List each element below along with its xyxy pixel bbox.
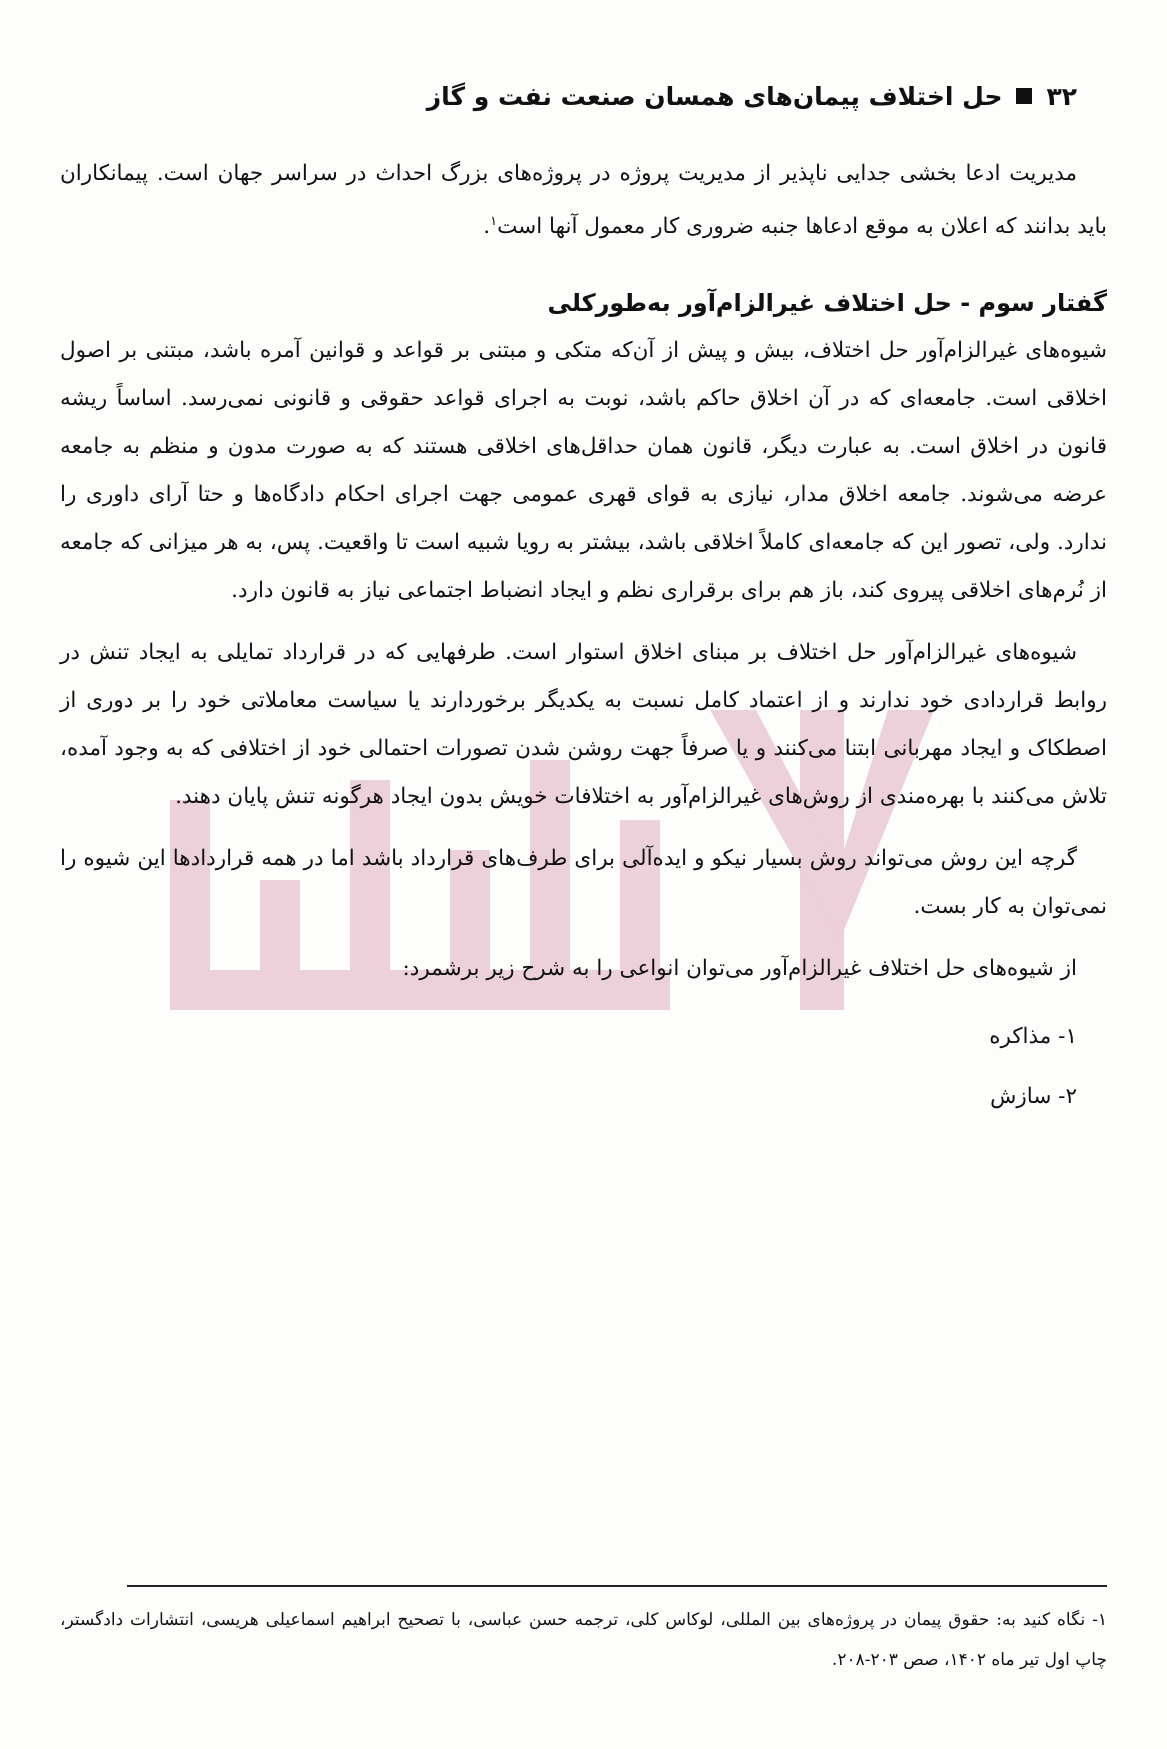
footnote-divider bbox=[127, 1585, 1107, 1587]
running-title: حل اختلاف پیمان‌های همسان صنعت نفت و گاز bbox=[426, 81, 1003, 111]
methods-list bbox=[60, 1007, 1077, 1127]
page-number: ۳۲ bbox=[1046, 81, 1077, 111]
footnote: ۱- نگاه کنید به: حقوق پیمان در پروژه‌های بین المللی، لوکاس کلی، ترجمه حسن عباسی، با تصحیح ابراهیم اسماعیلی هریسی، انتشارات دادگستر، چاپ اول تیر ماه ۱۴۰۲، صص ۲۰۳-۲۰۸. bbox=[60, 1610, 1107, 1670]
list-introduction: از شیوه‌های حل اختلاف غیرالزام‌آور می‌توان انواعی را به شرح زیر برشمرد: bbox=[402, 956, 1077, 982]
page-body bbox=[60, 150, 1107, 1127]
paragraph-end: . bbox=[483, 214, 491, 240]
section-heading: گفتار سوم - حل اختلاف غیرالزام‌آور به‌طورکلی bbox=[547, 289, 1107, 318]
paragraph-text: مدیریت ادعا بخشی جدایی ناپذیر از مدیریت پروژه در پروژه‌های بزرگ احداث در سراسر جهان است. پیمانکاران باید بدانند که اعلان به موقع ادعاها جنبه ضروری کار معمول آنها است bbox=[60, 161, 1107, 240]
page-header bbox=[90, 78, 1077, 114]
paragraph-claims-management bbox=[60, 150, 1107, 251]
list-item: ۱- مذاکره bbox=[989, 1024, 1077, 1050]
paragraph-non-binding: شیوه‌های غیرالزام‌آور حل اختلاف بر مبنای اخلاق استوار است. طرفهایی که در قرارداد تمایلی به ایجاد تنش در روابط قراردادی خود ندارند و از اعتماد کامل نسبت به یکدیگر برخوردارند یا سیاست معاملاتی خود را بر دوری از اصطکاک و ایجاد مهربانی ابتنا می‌کنند و یا صرفاً جهت روشن شدن تصورات احتمالی خود از اختلافی که به وجود آمده، تلاش می‌کنند با بهره‌مندی از روش‌های غیرالزام‌آور به اختلافات خویش بدون ایجاد هرگونه تنش پایان دهند. bbox=[60, 640, 1107, 810]
header-square-icon bbox=[1016, 88, 1032, 104]
paragraph-ethics: شیوه‌های غیرالزام‌آور حل اختلاف، بیش و پیش از آن‌که متکی و مبتنی بر قواعد و قوانین آمره باشد، مبتنی بر اصول اخلاقی است. جامعه‌ای که در آن اخلاق حاکم باشد، نوبت به اجرای قواعد حقوقی و قانونی نمی‌رسد. اساساً ریشه قانون در اخلاق است. به عبارت دیگر، قانون همان حداقل‌های اخلاقی هستند که به صورت مدون و منظم به جامعه عرضه می‌شوند. جامعه اخلاق مدار، نیازی به قوای قهری عمومی جهت اجرای احکام دادگاه‌ها و حتا آرای داوری را ندارد. ولی، تصور این که جامعه‌ای کاملاً اخلاقی باشد، بیشتر به رویا شبیه است تا واقعیت. پس، به هر میزانی که جامعه از نُرم‌های اخلاقی پیروی کند، باز هم برای برقراری نظم و ایجاد انضباط اجتماعی نیاز به قانون دارد. bbox=[60, 338, 1107, 604]
paragraph-limitations: گرچه این روش می‌تواند روش بسیار نیکو و ایده‌آلی برای طرف‌های قرارداد باشد اما در همه قراردادها این شیوه را نمی‌توان به کار بست. bbox=[60, 846, 1107, 920]
list-item: ۲- سازش bbox=[990, 1084, 1077, 1110]
footnote-reference[interactable]: ۱ bbox=[490, 214, 498, 229]
